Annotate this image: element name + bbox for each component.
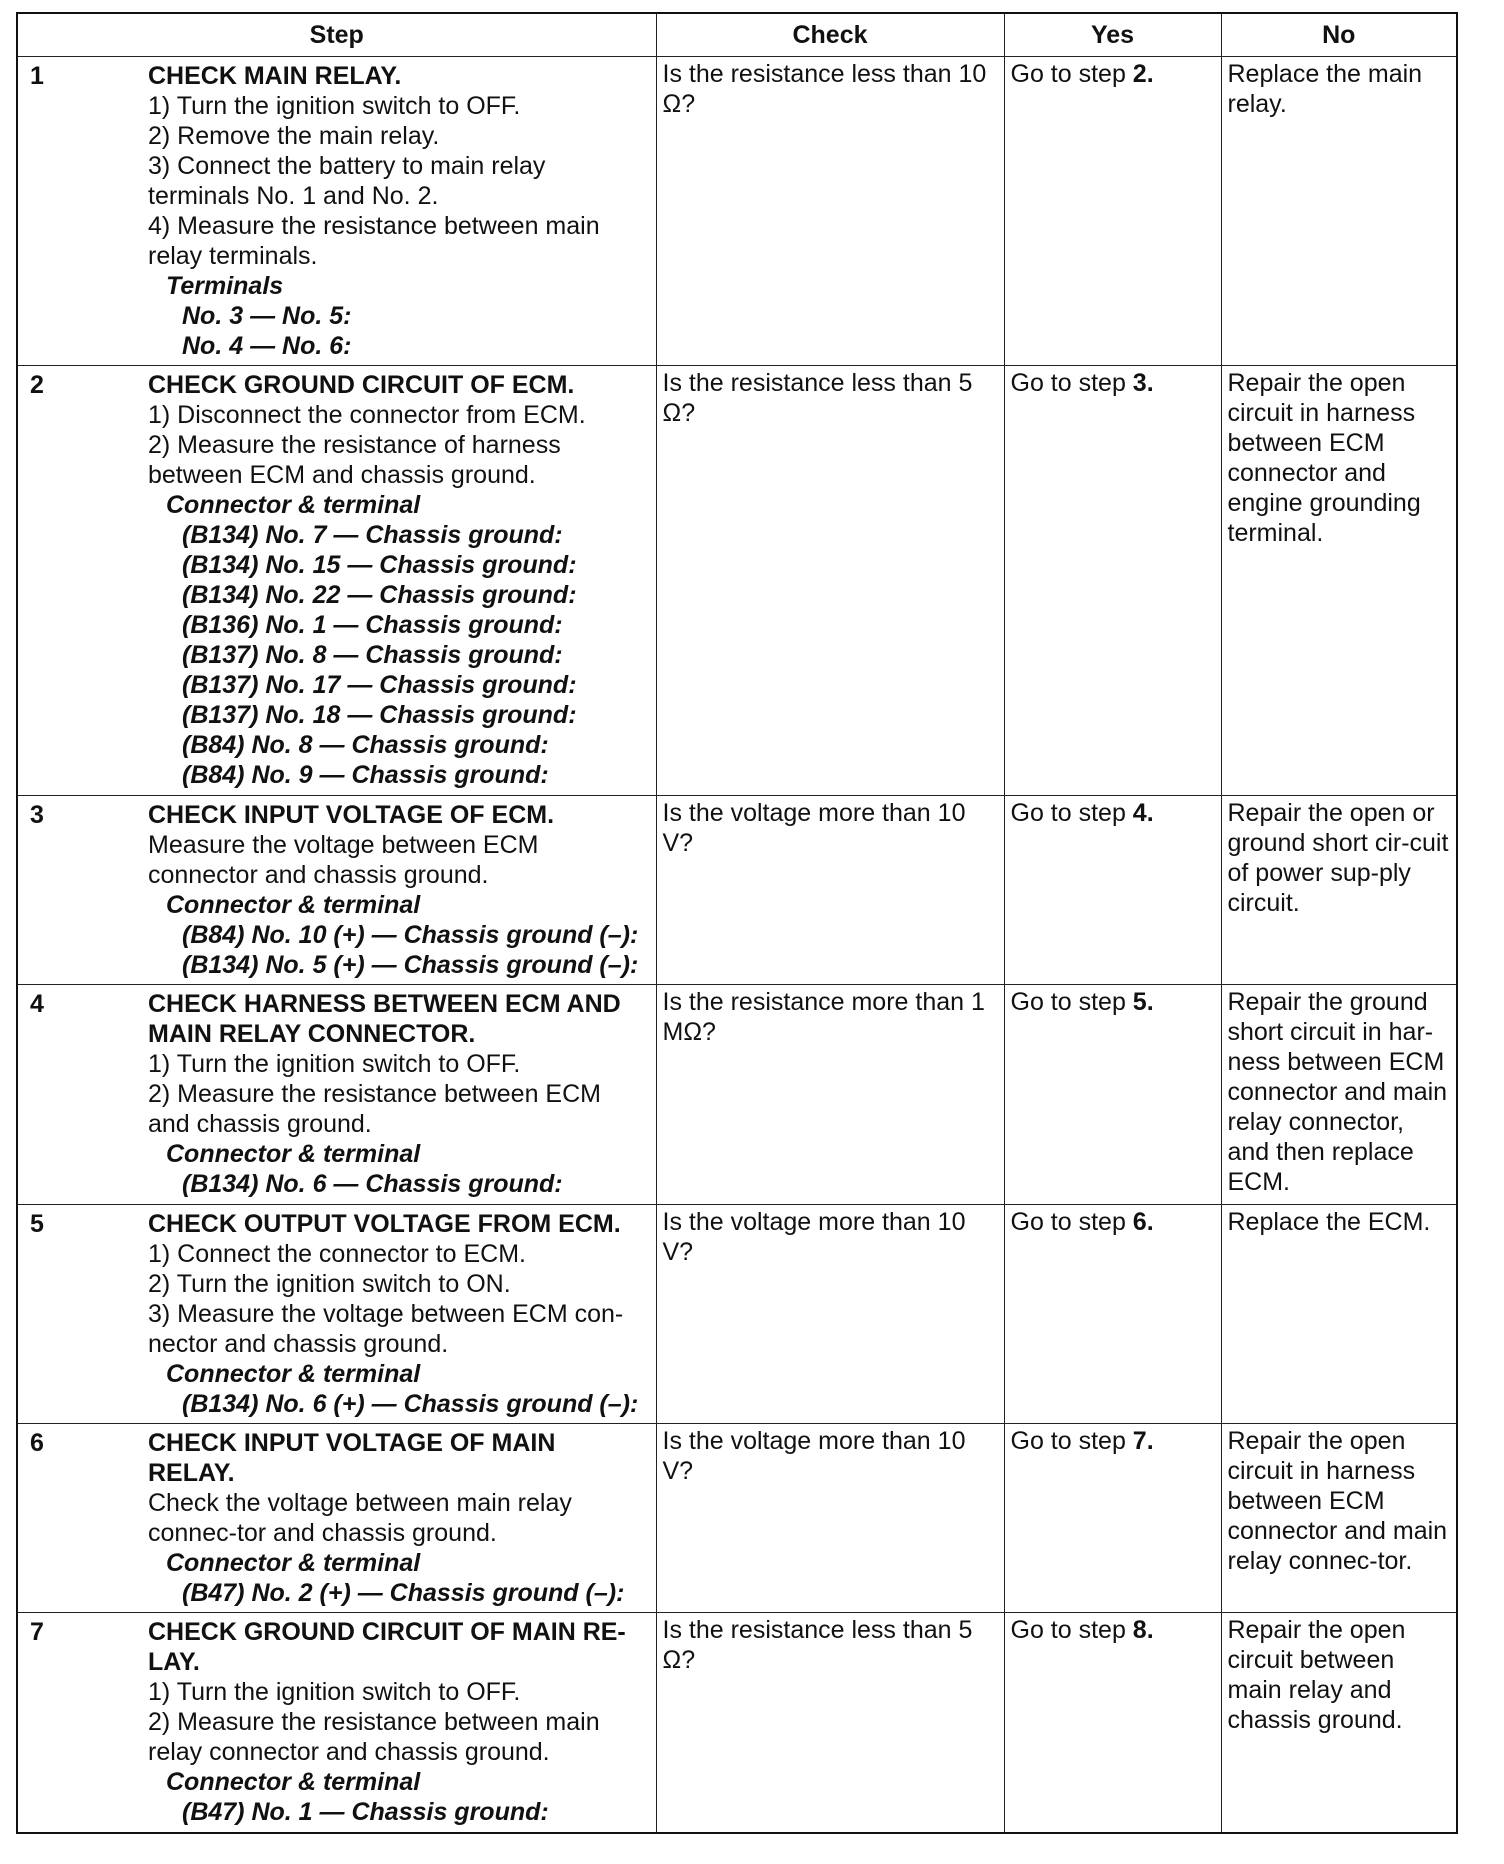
step-number: 4 (30, 990, 44, 1019)
step-body (148, 368, 650, 792)
yes-step-ref: 8. (1132, 1616, 1154, 1645)
no-cell: Replace the main relay. (1221, 57, 1457, 366)
step-instruction: 2) Turn the ignition switch to ON. (148, 1269, 511, 1298)
step-subheading: Connector & terminal (166, 1548, 421, 1577)
check-cell: Is the resistance less than 10 Ω? (656, 57, 1004, 366)
step-title: CHECK OUTPUT VOLTAGE FROM ECM. (148, 1209, 621, 1238)
step-terminal-item: (B137) No. 8 — Chassis ground: (182, 641, 563, 670)
no-cell: Repair the open or ground short cir-cuit of power sup-ply circuit. (1221, 796, 1457, 985)
yes-cell (1004, 1613, 1221, 1833)
header-no: No (1221, 13, 1457, 57)
step-terminal-item: (B134) No. 6 — Chassis ground: (182, 1170, 563, 1199)
header-yes: Yes (1004, 13, 1221, 57)
step-body (148, 1426, 650, 1610)
check-cell: Is the voltage more than 10 V? (656, 1423, 1004, 1612)
yes-cell (1004, 1204, 1221, 1423)
yes-text: Go to step (1010, 1426, 1133, 1455)
yes-step-ref: 5. (1132, 988, 1154, 1017)
check-cell: Is the resistance less than 5 Ω? (656, 366, 1004, 796)
step-terminal-item: (B84) No. 8 — Chassis ground: (182, 731, 549, 760)
diagnostic-table (16, 12, 1458, 1834)
yes-step-ref: 6. (1132, 1207, 1154, 1236)
step-instruction: 1) Connect the connector to ECM. (148, 1239, 526, 1268)
no-cell: Repair the open circuit in harness between ECM connector and engine grounding terminal. (1221, 366, 1457, 796)
step-terminal-item: (B84) No. 10 (+) — Chassis ground (–): (182, 921, 639, 950)
step-cell (17, 796, 656, 985)
yes-text: Go to step (1010, 988, 1133, 1017)
table-row (17, 1613, 1457, 1833)
step-subheading: Connector & terminal (166, 491, 421, 520)
check-cell: Is the resistance more than 1 MΩ? (656, 985, 1004, 1204)
yes-cell (1004, 57, 1221, 366)
step-instruction: 1) Disconnect the connector from ECM. (148, 401, 586, 430)
step-cell (17, 1423, 656, 1612)
header-step: Step (17, 13, 656, 57)
step-title: CHECK GROUND CIRCUIT OF ECM. (148, 371, 575, 400)
step-instruction: 1) Turn the ignition switch to OFF. (148, 1678, 521, 1707)
step-instruction: Check the voltage between main relay connec-tor and chassis ground. (148, 1488, 572, 1547)
step-title: CHECK GROUND CIRCUIT OF MAIN RE-LAY. (148, 1618, 626, 1677)
step-title: CHECK HARNESS BETWEEN ECM AND MAIN RELAY CONNECTOR. (148, 990, 621, 1049)
step-number: 7 (30, 1618, 44, 1647)
step-terminal-item: (B134) No. 7 — Chassis ground: (182, 521, 563, 550)
yes-cell (1004, 985, 1221, 1204)
step-body (148, 798, 650, 982)
step-terminal-item: No. 3 — No. 5: (182, 302, 352, 330)
check-cell: Is the voltage more than 10 V? (656, 1204, 1004, 1423)
step-title: CHECK INPUT VOLTAGE OF ECM. (148, 801, 555, 830)
yes-cell (1004, 366, 1221, 796)
check-cell: Is the resistance less than 5 Ω? (656, 1613, 1004, 1833)
step-title: CHECK MAIN RELAY. (148, 62, 402, 90)
step-instruction: 2) Measure the resistance between main relay connector and chassis ground. (148, 1708, 600, 1767)
yes-cell (1004, 1423, 1221, 1612)
step-subheading: Terminals (166, 272, 284, 300)
no-cell: Replace the ECM. (1221, 1204, 1457, 1423)
step-instruction: 4) Measure the resistance between main relay terminals. (148, 212, 600, 270)
table-row (17, 985, 1457, 1204)
check-cell: Is the voltage more than 10 V? (656, 796, 1004, 985)
step-terminal-item: (B47) No. 2 (+) — Chassis ground (–): (182, 1578, 625, 1607)
yes-text: Go to step (1010, 369, 1133, 398)
table-row (17, 366, 1457, 796)
step-body (148, 59, 650, 363)
no-cell: Repair the ground short circuit in har-ness between ECM connector and main relay connector, and then replace ECM. (1221, 985, 1457, 1204)
step-terminal-item: (B137) No. 17 — Chassis ground: (182, 671, 577, 700)
step-body (148, 1615, 650, 1829)
table-row (17, 57, 1457, 366)
step-cell (17, 985, 656, 1204)
step-instruction: 2) Remove the main relay. (148, 122, 440, 150)
table-row (17, 796, 1457, 985)
yes-step-ref: 2. (1132, 60, 1154, 88)
yes-text: Go to step (1010, 1207, 1133, 1236)
step-instruction: 3) Connect the battery to main relay terminals No. 1 and No. 2. (148, 152, 546, 210)
step-subheading: Connector & terminal (166, 891, 421, 920)
step-instruction: 3) Measure the voltage between ECM con-nector and chassis ground. (148, 1299, 624, 1358)
step-cell (17, 366, 656, 796)
header-check: Check (656, 13, 1004, 57)
step-terminal-item: (B134) No. 6 (+) — Chassis ground (–): (182, 1389, 639, 1418)
step-body (148, 987, 650, 1201)
yes-text: Go to step (1010, 60, 1133, 88)
yes-cell (1004, 796, 1221, 985)
table-row (17, 1204, 1457, 1423)
yes-step-ref: 7. (1132, 1426, 1154, 1455)
no-cell: Repair the open circuit between main relay and chassis ground. (1221, 1613, 1457, 1833)
step-subheading: Connector & terminal (166, 1140, 421, 1169)
step-terminal-item: (B137) No. 18 — Chassis ground: (182, 701, 577, 730)
step-cell (17, 1613, 656, 1833)
step-number: 5 (30, 1209, 44, 1238)
step-number: 2 (30, 371, 44, 400)
step-number: 6 (30, 1428, 44, 1457)
step-instruction: 1) Turn the ignition switch to OFF. (148, 92, 521, 120)
yes-step-ref: 3. (1132, 369, 1154, 398)
step-cell (17, 57, 656, 366)
step-terminal-item: (B47) No. 1 — Chassis ground: (182, 1798, 549, 1827)
step-number: 1 (30, 62, 44, 90)
yes-text: Go to step (1010, 799, 1133, 828)
step-terminal-item: (B136) No. 1 — Chassis ground: (182, 611, 563, 640)
step-terminal-item: (B134) No. 22 — Chassis ground: (182, 581, 577, 610)
step-terminal-item: (B84) No. 9 — Chassis ground: (182, 761, 549, 790)
step-instruction: 1) Turn the ignition switch to OFF. (148, 1050, 521, 1079)
yes-text: Go to step (1010, 1616, 1133, 1645)
header-row (17, 13, 1457, 57)
table-row (17, 1423, 1457, 1612)
yes-step-ref: 4. (1132, 799, 1154, 828)
step-subheading: Connector & terminal (166, 1768, 421, 1797)
step-instruction: Measure the voltage between ECM connector and chassis ground. (148, 831, 539, 890)
step-instruction: 2) Measure the resistance of harness between ECM and chassis ground. (148, 431, 561, 490)
step-subheading: Connector & terminal (166, 1359, 421, 1388)
step-cell (17, 1204, 656, 1423)
step-terminal-item: No. 4 — No. 6: (182, 332, 352, 360)
no-cell: Repair the open circuit in harness between ECM connector and main relay connec-tor. (1221, 1423, 1457, 1612)
step-terminal-item: (B134) No. 15 — Chassis ground: (182, 551, 577, 580)
step-number: 3 (30, 801, 44, 830)
step-terminal-item: (B134) No. 5 (+) — Chassis ground (–): (182, 951, 639, 980)
step-body (148, 1207, 650, 1421)
step-title: CHECK INPUT VOLTAGE OF MAIN RELAY. (148, 1428, 556, 1487)
step-instruction: 2) Measure the resistance between ECM and chassis ground. (148, 1080, 601, 1139)
